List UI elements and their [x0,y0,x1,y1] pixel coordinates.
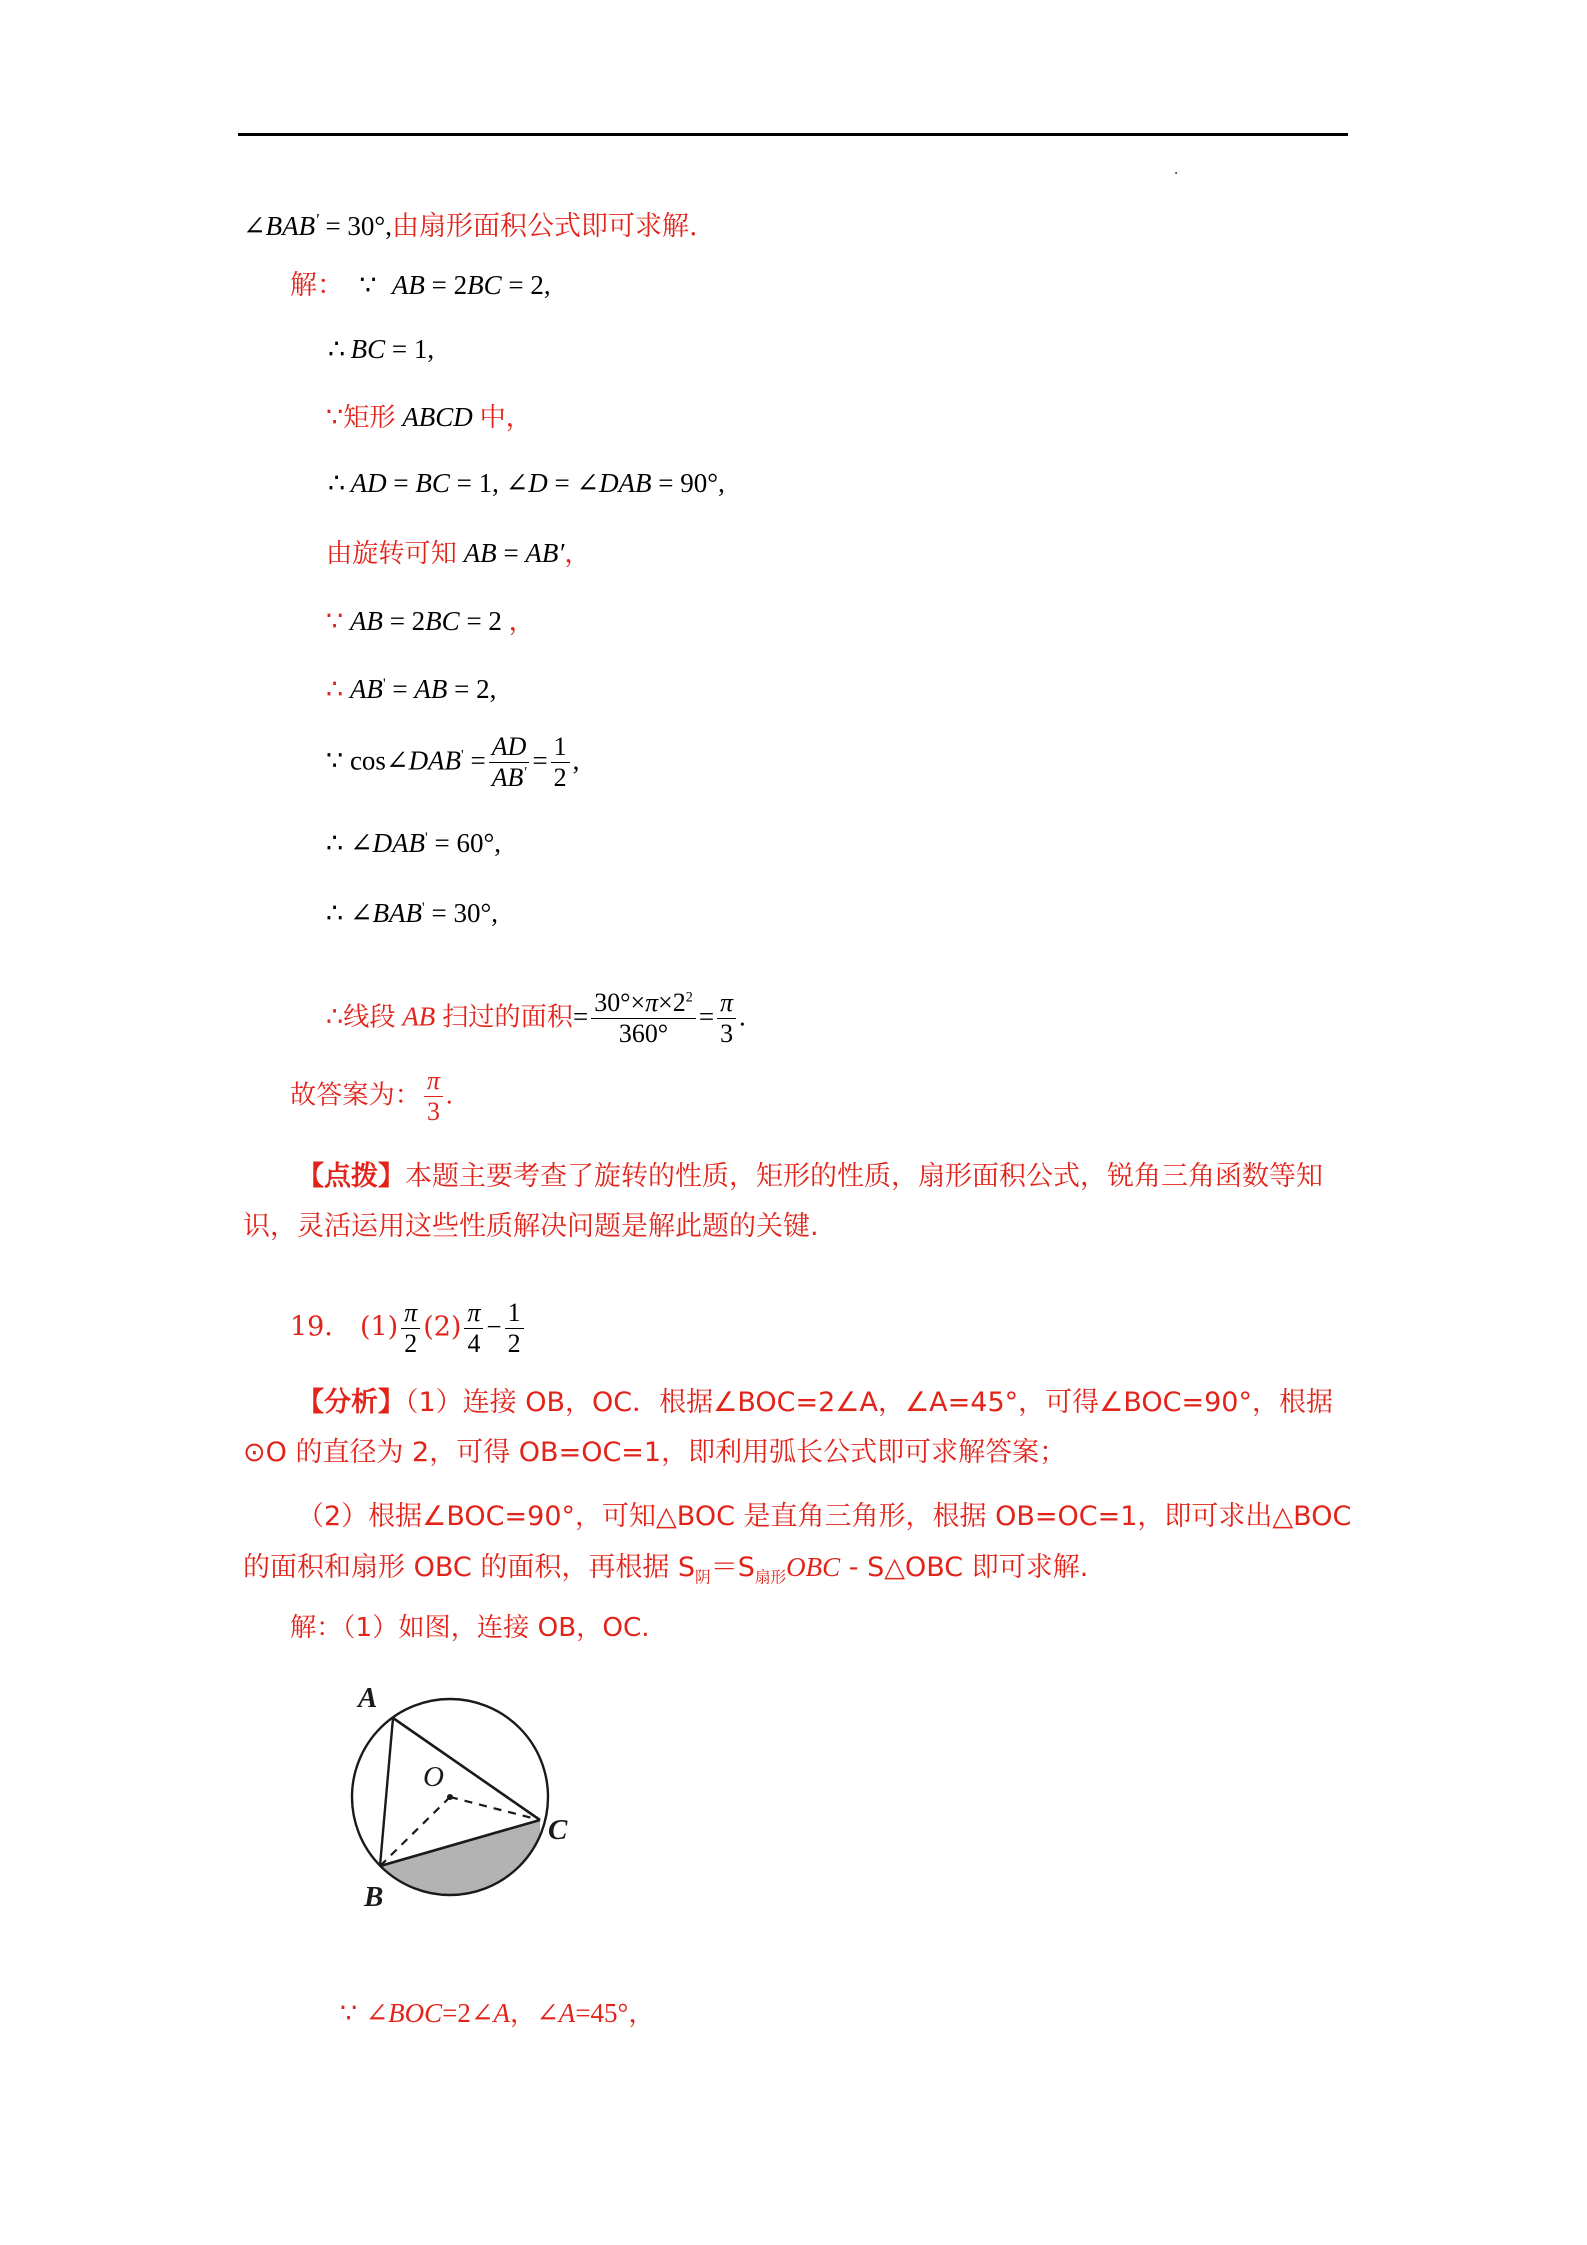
problem-19-answer-line: 19． (1) $\frac{\pi}{2}$ (2) $\frac{\pi}{4}$ − $\frac{1}{2}$ [290,1300,527,1359]
solution-label: 解： [290,270,344,301]
analysis-eq: ＝S [710,1552,755,1583]
problem-19-part2b-fraction: $\frac{1}{2}$ [505,1299,524,1358]
step-line-8: ∵ cos∠DAB' = $\frac{AD}{AB'}$ = $\frac{1}{2}$ , [326,732,580,792]
analysis-tail-red: 由扇形面积公式即可求解. [391,211,698,242]
tip-tag: 【点拨】 [297,1161,405,1192]
sector-fraction: $\frac{30^\circ\times\pi\times 2^2}{360^\circ}$ [591,989,696,1048]
tip-text: 本题主要考查了旋转的性质，矩形的性质，扇形面积公式，锐角三角函数等知识，灵活运用这些性质解决问题是解此题的关键. [243,1161,1323,1242]
problem-19-number: 19． [290,1311,352,1343]
therefore-symbol: ∴ [328,334,346,365]
problem-19-part1-tag: (1) [359,1311,399,1343]
analysis-minus-tri: - S△OBC [840,1552,964,1583]
fraction-ad-over-abprime: $\frac{AD}{AB'}$ [489,733,530,792]
analysis-tail-line [243,212,698,240]
analysis-tail: 即可求解. [963,1552,1089,1583]
circle-diagram-svg [290,1672,630,1932]
because-symbol-3: ∵ [326,745,344,777]
label-point-o: O [423,1761,444,1793]
because-symbol: ∵ [350,270,386,301]
center-point-dot [447,1794,453,1800]
final-answer-fraction: $\frac{\pi}{3}$ [424,1067,443,1126]
sector-area-line: ∴线段 AB 扫过的面积= $\frac{30^\circ\times\pi\times 2^2}{360^\circ}$ = $\frac{\pi}{3}$ . [326,988,746,1048]
circle-figure [290,1672,630,1932]
therefore-symbol-3: ∴ [326,828,344,859]
label-point-c: C [548,1814,568,1846]
step-line-3: ∵矩形 ABCD 中， [326,402,532,433]
analysis-text-1: （1）连接 OB，OC．根据∠BOC=2∠A，∠A=45°，可得∠BOC=90°，根据⊙O 的直径为 2，可得 OB=OC=1，即利用弧长公式即可求解答案； [243,1387,1333,1468]
label-point-b: B [364,1881,384,1913]
header-dot-mark: . [1174,159,1179,178]
therefore-symbol-red: ∴ [326,674,344,705]
fraction-one-half: $\frac{1}{2}$ [551,733,570,792]
step-line-9: ∴ ∠DAB' = 60°, [326,828,502,859]
sector-prefix-1: 线段 [343,1002,396,1033]
because-symbol-4: ∵ [340,1998,358,2029]
therefore-symbol-4: ∴ [326,898,344,929]
analysis-text-2-cont: 的面积和扇形 OBC 的面积，再根据 S [243,1552,696,1583]
analysis-paragraph-1 [243,1378,1353,1478]
step-line-10: ∴ ∠BAB' = 30°, [326,898,499,929]
because-symbol-red: ∵ [326,402,344,433]
radius-oc-dashed [450,1797,540,1820]
step-line-7: ∴ AB' = AB = 2, [326,674,497,705]
final-answer-line: 故答案为： $\frac{\pi}{3}$ . [290,1066,453,1126]
shaded-segment [380,1820,540,1932]
analysis-sub-shanxing: 扇形 [754,1567,787,1587]
chord-ab [380,1718,393,1866]
step-line-1: 解： ∵ AB = 2BC = 2, [290,270,551,301]
step-line-6: ∵ AB = 2BC = 2 ， [326,606,535,637]
analysis-sub-yin: 阴 [695,1567,711,1587]
solution-lead-text: 解：（1）如图，连接 OB，OC. [290,1613,650,1643]
analysis-text-2-lead: （2）根据∠BOC=90°，可知△BOC 是直角三角形，根据 OB=OC=1，即可求出△BOC [297,1501,1352,1532]
analysis-tail-math: ∠BAB' = 30°, [243,210,392,241]
sector-result-fraction: $\frac{\pi}{3}$ [717,989,736,1048]
therefore-symbol-red-2: ∴ [326,1001,344,1033]
analysis-tag: 【分析】 [297,1387,405,1418]
chord-ac [393,1718,540,1820]
analysis-obc: OBC [786,1552,841,1582]
step-1-body: AB [391,270,425,300]
step-line-4: ∴ AD = BC = 1, ∠D = ∠DAB = 90°, [328,468,725,499]
header-rule [238,133,1348,136]
because-symbol-red-2: ∵ [326,606,344,637]
below-figure-line: ∵ ∠BOC=2∠A，∠A=45°， [340,1998,655,2029]
analysis-paragraph-2 [243,1492,1353,1602]
solution-lead-line [290,1614,650,1641]
tip-paragraph [243,1152,1353,1252]
step-line-5: 由旋转可知 AB = AB′， [326,538,591,569]
problem-19-part2-tag: (2) [423,1311,462,1343]
step-line-2: ∴ BC = 1, [328,334,435,365]
sector-prefix-2: 扫过的面积 [442,1002,573,1033]
problem-19-part2-fraction: $\frac{\pi}{4}$ [464,1299,483,1358]
final-answer-label: 故答案为： [290,1080,421,1111]
label-point-a: A [358,1682,378,1714]
therefore-symbol-2: ∴ [328,468,346,499]
problem-19-part1-fraction: $\frac{\pi}{2}$ [401,1299,420,1358]
